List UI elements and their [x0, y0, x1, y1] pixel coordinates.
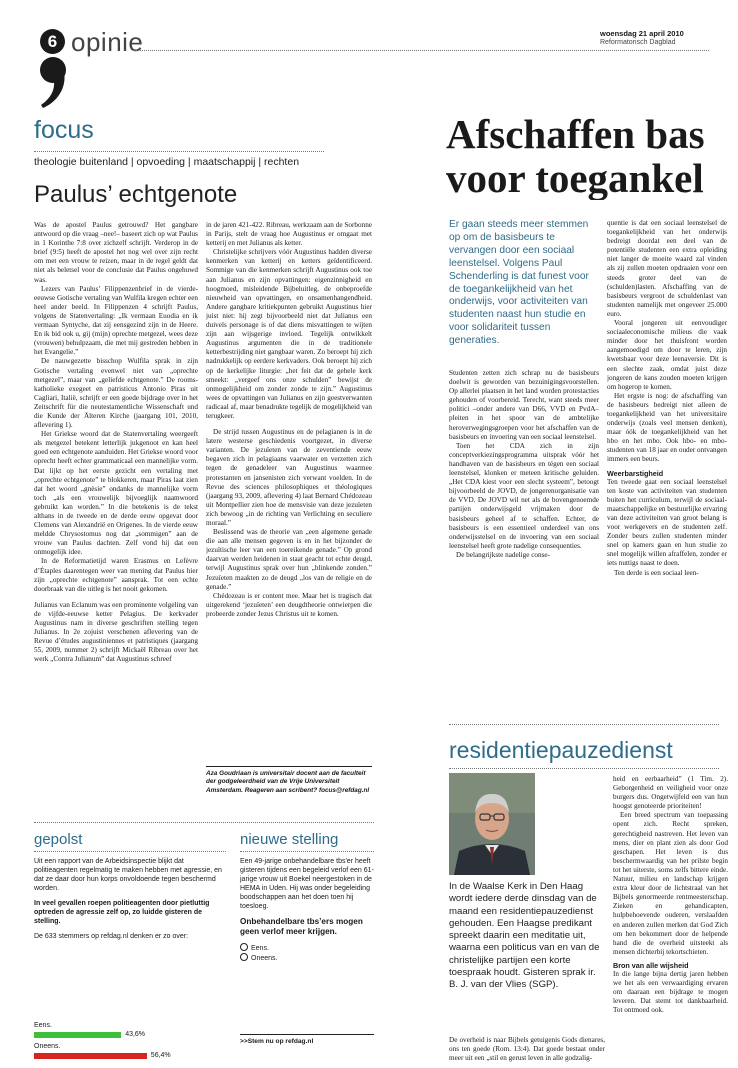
paragraph: Een breed spectrum van toepassing opent zich. Recht spreken, gerechtigheid nastreven. Het leven van mens, dier en plant zien als door God geschapen. Het leven is dus beschermwaardig van het prilste begin tot het uiterste, soms zelfs bittere einde. Natuur, milieu en landschap krijgen extra kleur door de lichtstraal van het Bijbels genormeerde rentmeesterschap. Zieken en gehandicapten, hulpbehoevende ouderen, verslaafden en anderen zullen merken dat God Zich om hen bekommert door de helpende hand die de overheid uitsteekt als mensen dichterbij tekortschieten. [613, 811, 728, 956]
paragraph: Beslissend was de theorie van „een algemene genade die aan alle mensen gegeven is en in het bijzonder de jezuïtische leer van een toereikende genade.” Op grond daarvan werden heidenen in staat geacht tot echte deugd, terwijl Augustinus sprak over hun „blinkende zonden.” Jezuïeten maakten zo de deugd „los van de religie en de genade.” [206, 528, 372, 591]
poll-bar-eens [34, 1032, 121, 1038]
paragraph: Studenten zetten zich schrap nu de basisbeurs doelwit is geworden van bezuinigingsvoorstellen. Op allerlei plaatsen in het land worden protestacties gehouden of voorbereid. Terecht, want steeds meer politici –onder andere van D66, VVD en PvdA– pleiten in het spoor van de ambtelijke heroverwegingsgroepen voor het afschaffen van de basisbeurs en invoering van een sociaal leenstelsel. [449, 369, 599, 441]
gepolst-title: gepolst [34, 831, 83, 848]
headline-line-2: voor toegankel [446, 155, 704, 200]
option-label: Eens. [251, 945, 269, 952]
section-divider [449, 724, 719, 725]
paragraph: Toen het CDA zich in zijn conceptverkiezingsprogramma uitsprak vóór het handhaven van de basisbeurs en tégen een sociaal leenstelsel, klonken er meteen kritische geluiden. „Het CDA kiest voor een slecht systeem”, betoogt bijvoorbeeld de JOVD, de jongerenorganisatie van de VVD. De JOVD wil net als de bovengenoemde partijen onderwijsgeld vrijmaken door de basisbeurs geheel af te schaffen. Echter, de basisbeurs is een essentieel onderdeel van ons onderwijsstelsel en de invoering van een sociaal leenstelsel heeft grote nadelige consequenties. [449, 441, 599, 550]
paragraph: Julianus van Eclanum was een prominente volgeling van de vijfde-eeuwse ketter Pelagius. De kerkvader Augustinus nam in diverse geschriften stelling tegen Julianus. In 2e zojuist verschenen aflevering van de Revue d’études augustiniennes et patristiques (jaargang 55, 2009, nummer 2) schrijft Mickaël Ribreau over het werk „Contra Julianum” dat Augustinus schreef [34, 600, 198, 664]
subheading: Weerbarstigheid [607, 468, 664, 478]
article-title-paulus: Paulus’ echtgenote [34, 181, 238, 208]
author-note-rule [206, 766, 372, 767]
poll-value-oneens: 56,4% [150, 1052, 171, 1059]
paragraph: Was de apostel Paulus getrouwd? Het gangbare antwoord op die vraag –nee!– baseert zich op wat Paulus in 1 Korinthe 7:8 over zichzelf schrijft. Verderop in de brief (9:5) heeft de apostel het nog wel over zijn recht om met een vrouw te reizen, maar in de regel geldt dat niet als beletsel voor de conclusie dat Paulus ongehuwd was. [34, 221, 198, 284]
paulus-column-1 [34, 221, 198, 817]
paragraph: Chédozeau is er content mee. Maar het is tragisch dat uitgerekend ‘jezuïeten’ een deugdtheorie ontwierpen die probeerde zonder Jezus Christus uit te komen. [206, 591, 372, 618]
column-divider [34, 822, 374, 823]
paragraph: Het Griekse woord dat de Statenvertaling weergeeft als metgezel betekent letterlijk jukgenoot en kan heel goed een echtgenote aanduiden. Het Griekse woord voor oprecht heeft echter grammaticaal een mannelijke vorm. Dat lijkt op het eerste gezicht een vertaling met „oprechte echtgenote” te blokkeren, maar Piras laat zien dat het woord „gnèsie” ondanks de mannelijke vorm toch „als een vrouwelijk bijvoeglijk naamwoord gebruikt kan worden.” In die betekenis is de tekst althans in de tweede en de derde eeuw opgevat door Clemens van Alexandrië en Origenes. In de vierde eeuw meldde Chrysostomus nog dat „sommigen” aan de vrouw van Paulus dachten. Zelf vond hij dat een onmogelijk idee. [34, 430, 198, 557]
author-note: Aza Goudriaan is universitair docent aan de faculteit der godgeleerdheid van de Vrije Universiteit Amsterdam. Reageren aan scribent? focus@refdag.nl [206, 770, 370, 794]
poll-result-oneens [34, 1042, 226, 1061]
stelling-option-oneens[interactable] [240, 953, 374, 963]
paragraph: In de Reformatietijd waren Erasmus en Lefèvre d’Étaples daarentegen weer van mening dat Paulus hier zijn „oprechte echtgenote” aansprak. Tot een echte doorbraak van die uitleg is het nooit gekomen. [34, 557, 198, 593]
residentie-column-2 [613, 775, 728, 1066]
stelling-intro: Een 49-jarige onbehandelbare tbs'er heeft gisteren tijdens een begeleid verlof een 61-jarige vrouw uit Boekel neergestoken in de HEMA in Uden. Hij was onder begeleiding boodschappen aan het doen toen hij toesloeg. [240, 858, 374, 910]
comma-logo-icon [31, 54, 71, 110]
focus-label: focus [34, 116, 94, 144]
vote-link[interactable]: >>Stem nu op refdag.nl [240, 1038, 314, 1045]
section-title: opinie [71, 27, 144, 57]
page-date: woensdag 21 april 2010 [600, 29, 684, 38]
nieuwe-stelling-rule [240, 851, 374, 852]
paragraph: quentie is dat een sociaal leenstelsel de toegankelijkheid van het onderwijs bedreigt doordat een deel van de potentiële studenten een extra opleiding niet langer de moeite waard zal vinden als zij zullen moeten opdraaien voor een steeds groter deel van de (schulden)lasten. Afschaffing van de basisbeurs vergroot de schuldenlast van studenten namelijk met ongeveer 25.000 euro. [607, 219, 727, 318]
paragraph: De overheid is naar Bijbels getuigenis Gods dienares, ons ten goede (Rom. 13:4). Dat goede bestaat onder meer uit een „stil en gerust leven in alle godzalig- [449, 1036, 605, 1063]
subsection-nav: theologie buitenland | opvoeding | maatschappij | rechten [34, 156, 300, 168]
page-number-badge [40, 29, 65, 54]
masthead-rule [133, 50, 709, 51]
radio-icon[interactable] [240, 953, 248, 961]
poll-value-eens: 43,6% [125, 1031, 146, 1038]
paragraph: De belangrijkste nadelige conse- [456, 550, 550, 559]
basisbeurs-column-2 [607, 219, 727, 731]
poll-bar-oneens [34, 1053, 147, 1059]
comma-logo [31, 54, 71, 110]
residentie-rule [449, 768, 719, 769]
newspaper-name: Reformatorisch Dagblad [600, 39, 676, 46]
residentie-title: residentiepauzedienst [449, 737, 673, 763]
paragraph: Ten derde is een sociaal leen- [614, 568, 699, 577]
option-label: Oneens. [251, 955, 278, 962]
basisbeurs-column-1 [449, 369, 599, 731]
headline-basisbeurs [446, 112, 738, 200]
gepolst-rule [34, 851, 226, 852]
focus-rule [34, 151, 324, 152]
stelling-option-eens[interactable] [240, 943, 374, 953]
residentie-lead: In de Waalse Kerk in Den Haag wordt iedere derde dinsdag van de maand een residentiepauzedienst gehouden. Een Haagse predikant spreekt daarin een meditatie uit, waarna een politicus van en van de christelijke partijen een korte toespraak houdt. Gisteren sprak ir. B. J. van der Vlies (SGP). [449, 881, 600, 991]
paragraph: Ten tweede gaat een sociaal leenstelsel ten koste van activiteiten van studenten buiten het curriculum, terwijl de sociaal-maatschappelijke en bestuurlijke ervaring van deze activiteiten van groot belang is voor werkgevers en de studenten zelf. Zonder beurs zullen studenten minder snel op kamers gaan en hun studie zo snel mogelijk willen afraffelen, zonder er iets nuttigs naast te doen. [607, 477, 727, 568]
gepolst-intro: Uit een rapport van de Arbeidsinspectie blijkt dat politieagenten regelmatig te maken hebben met agressie, en dat ze daar door hun korps onvoldoende tegen beschermd worden. [34, 858, 222, 892]
nieuwe-stelling-title: nieuwe stelling [240, 831, 339, 848]
headline-line-1: Afschaffen bas [446, 112, 705, 157]
vote-link-rule [240, 1034, 374, 1035]
paragraph: Vooral jongeren uit eenvoudiger sociaaleconomische milieus die vaak minder door het thuisfront worden aangemoedigd om door te leren, zijn kwetsbaar voor deze leenaversie. Dit is een slechte zaak, omdat juist deze jongeren de kans zouden moeten krijgen om hogerop te komen. [607, 319, 727, 391]
portrait-photo [449, 773, 535, 875]
page-number: 6 [47, 32, 58, 51]
residentie-column-1 [449, 1036, 605, 1066]
paragraph: heid en eerbaarheid” (1 Tim. 2). Geborgenheid en veiligheid voor onze burgers dus. Ongetwijfeld een van hun hoogst genoteerde prioriteiten! [613, 775, 728, 811]
gepolst-body [34, 857, 226, 944]
stelling-question: Onbehandelbare tbs’ers mogen geen verlof meer krijgen. [240, 917, 363, 936]
paragraph: Het ergste is nog: de afschaffing van de basisbeurs bedreigt niet alleen de toegankelijkheid van het universitaire onderwijs (zoals veel mensen denken), maar óók de toegankelijkheid van het hbo en het mbo. Ook hbo- en mbo-studenten van 18 jaar en ouder ontvangen immers een beurs. [607, 391, 727, 464]
poll-label-eens: Eens. [34, 1022, 52, 1029]
paragraph: in de jaren 421-422. Ribreau, werkzaam aan de Sorbonne in Parijs, stelt de vraag hoe Augustinus er omgaat met ketterij en met Julianus als ketter. [206, 221, 372, 248]
poll-label-oneens: Oneens. [34, 1043, 61, 1050]
subheading: Bron van alle wijsheid [613, 960, 689, 970]
gepolst-question: In veel gevallen roepen politieagenten door pietluttig optreden de agressie zelf op, zo luidde gisteren de stelling. [34, 900, 210, 925]
paragraph: Lezers van Paulus’ Filippenzenbrief in de vierde-eeuwse Gotische vertaling van Wulfila kregen echter een heel ander beeld. In Filippenzen 4 schrijft Paulus, volgens de Statenvertaling: „Ik vermaan Euodia en ik vermaan Syntyche, dat zij eensgezind zijn in de Heere. En ik bid ook u, gij (mijn) oprechte metgezel, wees deze (vrouwen) behulpzaam, die met mij gestreden hebben in het Evangelie.” [34, 284, 198, 357]
radio-icon[interactable] [240, 943, 248, 951]
paragraph: Christelijke schrijvers vóór Augustinus hadden diverse kenmerken van ketterij en ketters geïdentificeerd. Sommige van die kenmerken schrijft Augustinus ook toe aan Julianus en zijn opvattingen: eigenzinnigheid en hoogmoed, misleidende Bijbeluitleg, de onbeproefde nieuwheid van opvattingen, en onsamenhangendheid. Andere gangbare kritiekpunten gebruikt Augustinus hier juist niet: hij zegt bijvoorbeeld niet dat Julianus een duivels personage is of dat diens misvattingen te wijten zijn aan wijsgerige invloed. Tegelijk ontwikkelt Augustinus argumenten die in de traditionele ketterbestrijding niet gangbaar waren. Zo beroept hij zich nadrukkelijk op eerdere kerkvaders. Ook beroept hij zich op de kerkelijke liturgie: „het feit dat de gehele kerk smeekt: „vergeef ons onze schulden” bewijst de onmogelijkheid om zonder zonde te zijn.” Augustinus wees de opvattingen van Julianus en zijn geestverwanten radicaal af, maar benadrukte tegelijk de mogelijkheid van terugkeer. [206, 248, 372, 420]
paragraph: In die lange bijna dertig jaren hebben we het als een verwaardiging ervaren om daaraan een bijdrage te mogen leveren. Dat stemt tot dankbaarheid. Tot ontmoed ook. [613, 969, 728, 1015]
nieuwe-stelling-body [240, 857, 374, 963]
portrait-icon [449, 773, 535, 875]
poll-result-eens [34, 1021, 226, 1040]
paulus-column-2 [206, 221, 372, 747]
gepolst-results-intro: De 633 stemmers op refdag.nl denken er zo over: [34, 933, 189, 940]
paragraph: De nauwgezette bisschop Wulfila sprak in zijn Gotische vertaling evenwel niet van „oprechte metgezel”, maar van „geliefde echtgenote.” De rooms-katholieke exegeet en patristicus Antonio Piras uit Cagliari, Italië, schrijft er een goede bijdrage over in het Zeitschrift für die neutestamentliche Wissenschaft und die Kunde der Älteren Kirche (jaargang 101, 2010, aflevering 1). [34, 357, 198, 430]
paragraph: De strijd tussen Augustinus en de pelagianen is in de latere westerse geschiedenis voortgezet, in diverse varianten. De jezuïeten van de zeventiende eeuw begaven zich in pelagiaans vaarwater en verzetten zich tegen de genadeleer van Augustinus waarmee protestanten en jansenisten zich verwant voelden. In de Revue des sciences philosophiques et théologiques (jaargang 93, 2009, aflevering 4) laat Bernard Chédozeau uit Montpellier zien hoe de mensvisie van deze jezuïeten zich bewoog „in de richting van Verlichting en seculiere moraal.” [206, 428, 372, 527]
article-lead: Er gaan steeds meer stemmen op om de basisbeurs te vervangen door een sociaal leenstelsel. Volgens Paul Schenderling is dat funest voor de toegankelijkheid van het onderwijs, voor activiteiten van studenten naast hun studie en voor solidariteit tussen generaties. [449, 219, 589, 347]
